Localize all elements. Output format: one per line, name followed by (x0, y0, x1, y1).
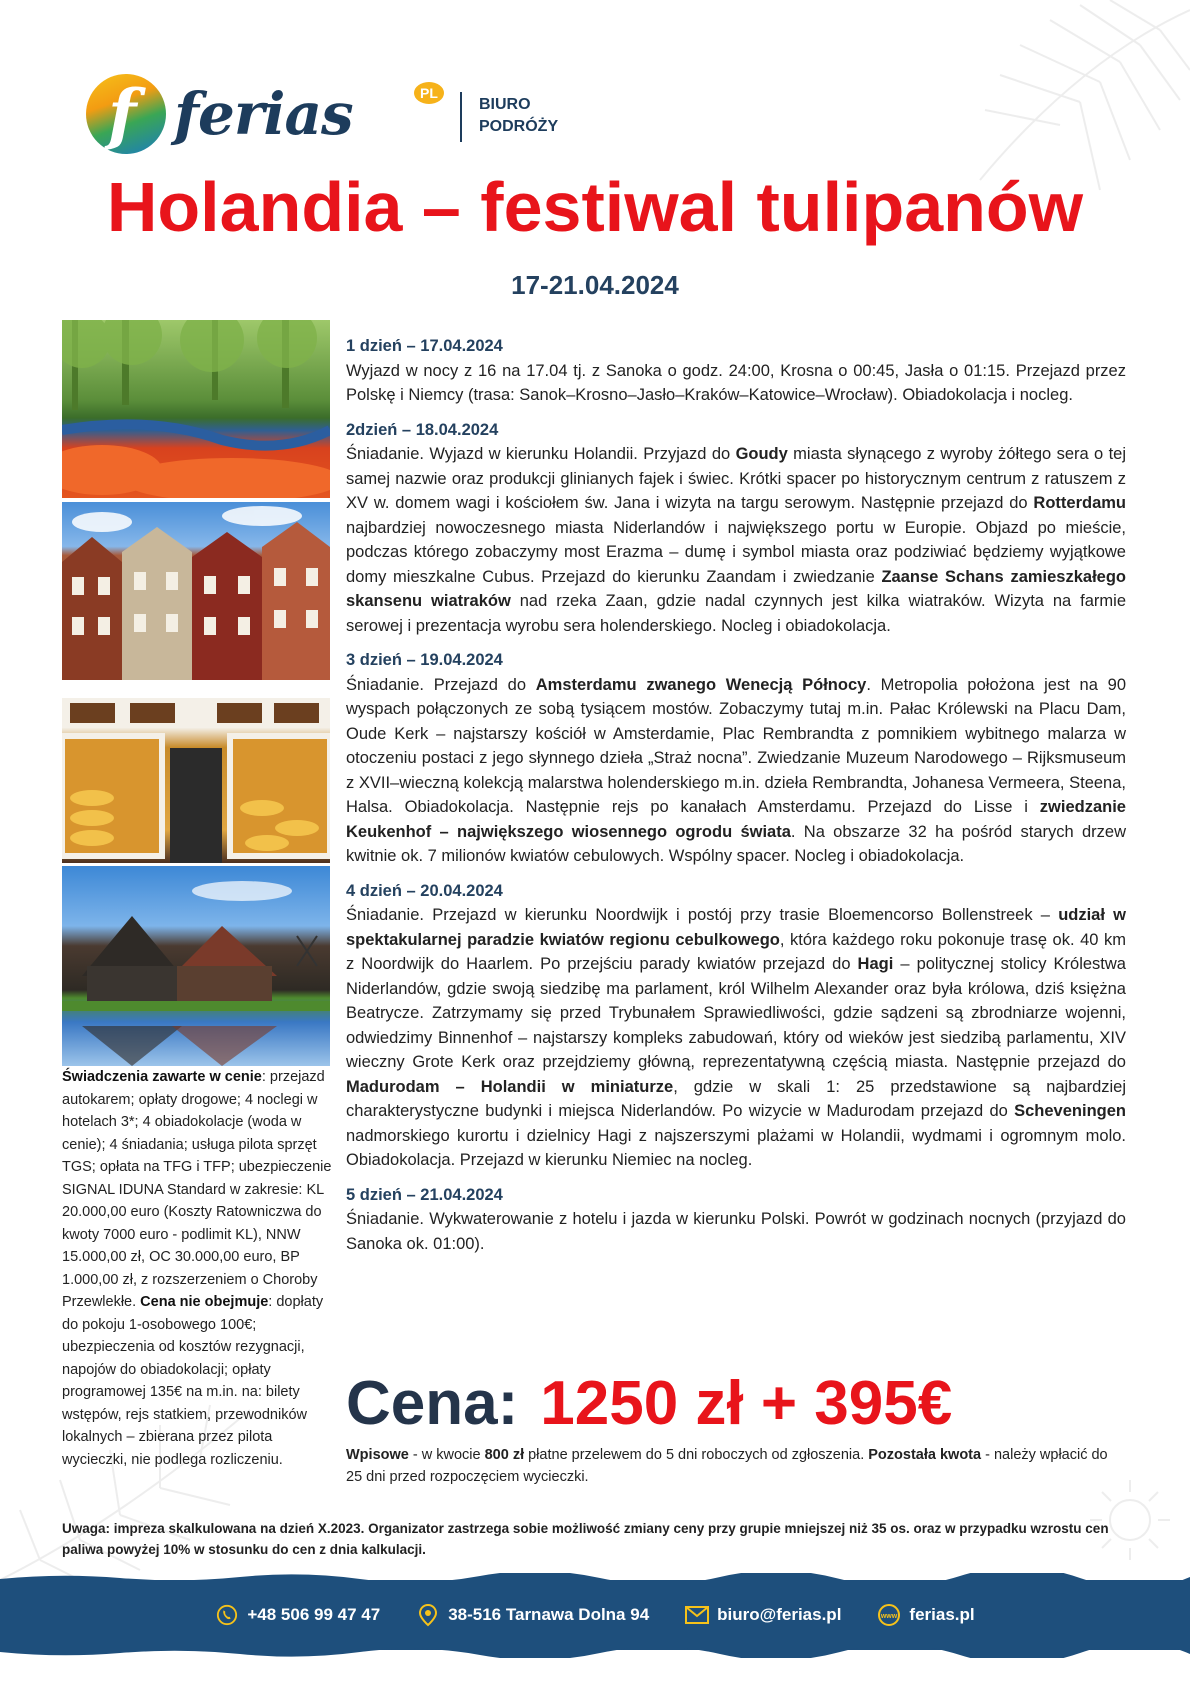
day-description (346, 903, 1126, 1173)
day-heading: 3 dzień – 19.04.2024 (346, 651, 503, 669)
amsterdam-houses-photo (62, 502, 330, 680)
bold-text-run: 800 zł (484, 1447, 525, 1463)
website-url: ferias.pl (909, 1605, 975, 1624)
page-title: Holandia – festiwal tulipanów (106, 168, 1084, 246)
text-run: Śniadanie. Wyjazd w kierunku Holandii. Przyjazd do (346, 445, 736, 463)
logo-divider (460, 92, 462, 142)
phone-number: +48 506 99 47 47 (247, 1605, 381, 1624)
text-run: : przejazd autokarem; opłaty drogowe; 4 noclegi w hotelach 3*; 4 obiadokolacje (woda w cenie); 4 śniadania; usługa pilota sprzęt TGS; opłata na TFG i TFP; ubezpieczenie SIGNAL IDUNA Standard w zakresie: KL 20.000,00 euro (Koszty Ratowniczwa do kwoty 7000 euro - podlimit KL), NNW 15.000,00 zł, OC 30.000,00 euro, BP 1.000,00 zł, z rozszerzeniem o Choroby Przewlekłe. (62, 1069, 332, 1310)
text-run: miasta słynącego z wyroby żółtego sera o tej samej nazwie oraz produkcji glinianych fajek i świec. Krótki spacer po historycznym centrum z ratuszem z XV w. domem wagi i kościołem św. Jana i wizyta na targu serowym. Następnie przejazd do (346, 445, 1127, 512)
tulip-garden-photo (62, 320, 330, 498)
day-description (346, 359, 1126, 408)
footer-email[interactable] (685, 1603, 841, 1627)
bold-text-run: Świadczenia zawarte w cenie (62, 1069, 262, 1085)
text-run: - w kwocie (408, 1447, 485, 1463)
text-run: : dopłaty do pokoju 1-osobowego 100€; ubezpieczenia od kosztów rezygnacji, napojów do obiadokolacji; opłaty programowej 135€ na m.in. na: bilety wstępów, rejs statkiem, przewodników lokalnych – zbierana przez pilota wycieczki, nie podlega rozliczeniu. (62, 1294, 324, 1468)
text-run: najbardziej nowoczesnego miasta Niderlandów i największego portu w Europie. Objazd po mieście, podczas którego zobaczymy most Erazma – dumę i symbol miasta oraz podziwiać będziemy wyjątkowe domy mieszkalne Cubus. Przejazd do kierunku Zaandam i zwiedzanie (346, 518, 1126, 586)
bold-text-run: Amsterdamu zwanego Wenecją Północy (535, 675, 867, 694)
footer-phone[interactable] (215, 1603, 380, 1627)
tour-dates: 17-21.04.2024 (511, 270, 679, 300)
bold-text-run: Hagi (857, 955, 894, 973)
bold-text-run: Scheveningen (1014, 1102, 1126, 1120)
bold-text-run: udział w spektakularnej paradzie kwiatów regionu cebulkowego (346, 906, 1126, 949)
text-run: - należy wpłacić do 25 dni przed rozpoczęciem wycieczki. (346, 1447, 1108, 1485)
phone-icon (215, 1603, 239, 1627)
address-text: 38-516 Tarnawa Dolna 94 (448, 1605, 650, 1624)
ferias-logo (86, 74, 559, 156)
pricing-note: Uwaga: impreza skalkulowana na dzień X.2023. Organizator zastrzega sobie możliwość zmiany ceny przy grupie mniejszej niż 35 os. oraz w przypadku wzrostu cen paliwa powyżej 10% w stosunku do cen z dnia kalkulacji. (62, 1521, 1109, 1557)
bold-text-run: Madurodam – Holandii w miniaturze (346, 1077, 674, 1096)
logo-tagline-line-1: BIURO (479, 96, 531, 113)
footer-address (416, 1603, 649, 1627)
text-run: – politycznej stolicy Królestwa Niderlandów, gdzie swoją siedzibę ma parlament, król Wilhelm Alexander oraz była królowa, dziś księżna Beatrycze. Zatrzymamy się przed Trybunałem Sprawiedliwości, gdzie sądzeni są zbrodniarze wojenni, odwiedzimy Binnenhof – najstarszy kompleks zabudowań, który od wieków jest siedzibą parlamentu, XIV wieczny Grote Kerk oraz przejdziemy główną, reprezentatywną częścią miasta. Następnie przejazd do (346, 955, 1126, 1071)
text-run: Śniadanie. Przejazd do (346, 675, 536, 694)
day-description (346, 673, 1126, 869)
zaanse-schans-photo (62, 866, 330, 1066)
text-run: płatne przelewem do 5 dni roboczych od zgłoszenia. (524, 1447, 869, 1463)
contact-footer (0, 1580, 1190, 1650)
location-pin-icon (416, 1603, 440, 1627)
ferias-logo-letter: f (108, 75, 137, 153)
text-run: Śniadanie. Wykwaterowanie z hotelu i jazda w kierunku Polski. Powrót w godzinach nocnych (przyjazd do Sanoka ok. 01:00). (346, 1210, 1126, 1253)
price-label: Cena: (346, 1369, 519, 1438)
cheese-shop-photo (62, 698, 330, 863)
envelope-icon (685, 1603, 709, 1627)
day-description (346, 1207, 1126, 1256)
itinerary-day (346, 1183, 1126, 1257)
text-run: . Metropolia położona jest na 90 wyspach połączonych ze sobą tysiącem mostów. Zobaczymy tutaj m.in. Pałac Królewski na Placu Dam, Oude Kerk – najstarszy kościół w Amsterdamie, Plac Rembrandta z pomnikiem wybitnego malarza w otoczeniu postaci z jego słynnego dzieła „Straż nocna”. Zwiedzanie Muzeum Narodowego – Rijksmuseum z XVII–wieczną kolekcją malarstwa holenderskiego m.in. dzieła Rembrandta, Johanesa Vermeera, Steena, Halsa. Obiadokolacja. Następnie rejs po kanałach Amsterdamu. Przejazd do Lisse i (346, 675, 1126, 816)
itinerary-day (346, 648, 1126, 869)
day-heading: 4 dzień – 20.04.2024 (346, 881, 503, 900)
bold-text-run: Goudy (735, 445, 788, 463)
payment-terms (346, 1444, 1126, 1488)
bold-text-run: Wpisowe (346, 1447, 409, 1463)
price-value: 1250 zł + 395€ (540, 1369, 953, 1438)
text-run: nadmorskiego kurortu i dzielnicy Hagi z najszerszymi plażami w Holandii, wydmami i ogromnym molo. Obiadokolacja. Przejazd w kierunku Niemiec na nocleg. (346, 1126, 1126, 1169)
globe-www-icon (877, 1603, 901, 1627)
text-run: , która każdego roku pokonuje trasę ok. 40 km z Noordwijk do Haarlem. Po przejściu parady kwiatów przejazd do (346, 930, 1126, 973)
bold-text-run: zwiedzanie Keukenhof – największego wiosennego ogrodu świata (346, 798, 1126, 841)
text-run: Wyjazd w nocy z 16 na 17.04 tj. z Sanoka o godz. 24:00, Krosna o 00:45, Jasła o 01:15. Przejazd przez Polskę i Niemcy (trasa: Sanok–Krosno–Jasło–Kraków–Katowice–Wrocław). Obiadokolacja i nocleg. (346, 361, 1126, 404)
logo-pl-badge: PL (414, 82, 444, 104)
footer-torn-edge-bottom (0, 1648, 1190, 1658)
footer-website[interactable] (877, 1603, 974, 1627)
text-run: Śniadanie. Przejazd w kierunku Noordwijk i postój przy trasie Bloemencorso Bollenstreek – (346, 906, 1059, 924)
itinerary-day (346, 418, 1126, 639)
itinerary-day (346, 879, 1126, 1173)
day-heading: 2dzień – 18.04.2024 (346, 420, 499, 439)
included-services-section (62, 1066, 332, 1471)
ferias-logo-name: ferias (174, 80, 353, 148)
logo-tagline-line-2: PODRÓŻY (479, 118, 559, 135)
day-heading: 5 dzień – 21.04.2024 (346, 1185, 503, 1204)
bold-text-run: Cena nie obejmuje (140, 1294, 269, 1310)
price-block (346, 1364, 952, 1444)
logo-tagline (479, 94, 558, 138)
www-icon-text: www (881, 1613, 898, 1620)
email-address: biuro@ferias.pl (717, 1605, 842, 1624)
itinerary-day (346, 334, 1126, 408)
bold-text-run: Rotterdamu (1033, 494, 1126, 512)
text-run: nad rzeka Zaan, gdzie nadal czynnych jest kilka wiatraków. Wizyta na farmie serowej i prezentacja wyrobu sera holenderskiego. Nocleg i obiadokolacja. (346, 592, 1126, 635)
bold-text-run: Pozostała kwota (868, 1447, 982, 1463)
itinerary (346, 334, 1126, 1266)
day-heading: 1 dzień – 17.04.2024 (346, 337, 503, 355)
text-run: , gdzie w skali 1: 25 przedstawione są najbardziej charakterystyczne budynki i miejsca Niderlandów. Po wizycie w Madurodam przejazd do (346, 1077, 1126, 1120)
text-run: . Na obszarze 32 ha pośród starych drzew kwitnie ok. 7 milionów kwiatów cebulowych. Wspólny spacer. Nocleg i obiadokolacja. (346, 822, 1126, 865)
day-description (346, 442, 1126, 638)
bold-text-run: Zaanse Schans zamieszkałego skansenu wiatraków (346, 567, 1126, 610)
